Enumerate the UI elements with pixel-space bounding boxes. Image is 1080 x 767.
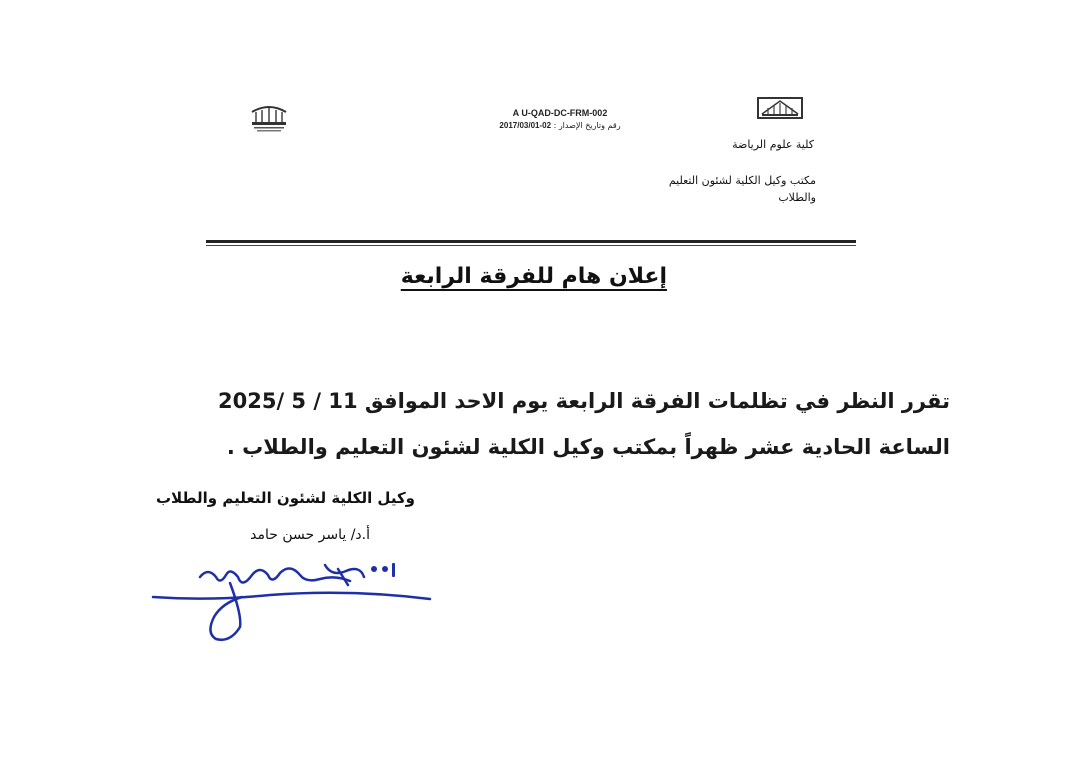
document-code: A U-QAD-DC-FRM-002 (512, 108, 608, 118)
office-name (616, 172, 816, 206)
college-logo-icon (756, 96, 804, 120)
university-logo-icon (248, 100, 290, 134)
body-line-2: الساعة الحادية عشر ظهراً بمكتب وكيل الكلية لشئون التعليم والطلاب . (226, 435, 950, 459)
office-line-1: مكتب وكيل الكلية لشئون التعليم (668, 174, 816, 187)
body-line-1: تقرر النظر في تظلمات الفرقة الرابعة يوم الاحد الموافق 11 / 5 /2025 (217, 389, 950, 413)
header-divider-thin (206, 245, 856, 246)
issue-info (440, 121, 680, 130)
handwritten-signature (150, 555, 440, 645)
office-line-2: والطلاب (778, 191, 816, 204)
announcement-title-text: إعلان هام للفرقة الرابعة (400, 264, 667, 289)
issue-date: 2017/03/01-02 (499, 121, 552, 130)
header-divider (206, 240, 856, 243)
issue-label: رقم وتاريخ الإصدار : (553, 121, 621, 130)
signatory-name: أ.د/ ياسر حسن حامد (250, 527, 370, 543)
announcement-body (120, 378, 950, 470)
announcement-title (300, 264, 667, 289)
signatory-title: وكيل الكلية لشئون التعليم والطلاب (155, 489, 415, 507)
college-name: كلية علوم الرياضة (732, 138, 814, 151)
